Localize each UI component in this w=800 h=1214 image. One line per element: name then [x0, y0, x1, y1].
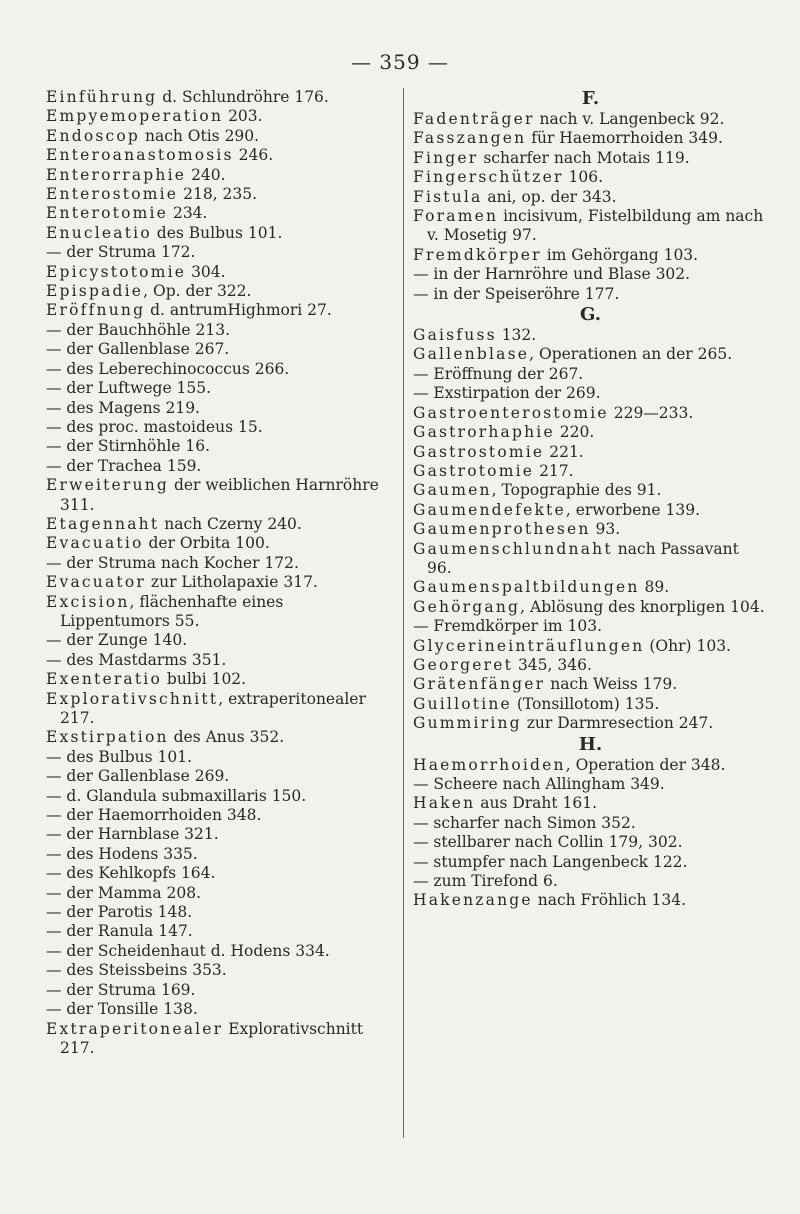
entry-text: , Topographie des 91. [491, 481, 662, 500]
entry-text: — der Ranula 147. [46, 922, 193, 941]
index-entry [46, 127, 396, 146]
entry-keyword: Epicystotomie [46, 262, 187, 281]
entry-text: — Fremdkörper im 103. [413, 617, 603, 636]
entry-keyword: Guillotine [413, 694, 512, 713]
entry-keyword: Gastroenterostomie [413, 403, 609, 422]
entry-text: — stellbarer nach Collin 179, 302. [413, 833, 683, 852]
entry-keyword: Grätenfänger [413, 675, 546, 694]
index-entry [46, 243, 396, 262]
index-entry [46, 515, 396, 534]
entry-text: Explorativschnitt 217. [60, 1019, 364, 1057]
entry-text: — d. Glandula submaxillaris 150. [46, 786, 307, 805]
entry-text: — der Mamma 208. [46, 883, 202, 902]
entry-text: , extraperitonealer 217. [60, 689, 366, 727]
index-entry [413, 129, 768, 148]
entry-text: nach Weiss 179. [545, 675, 678, 694]
entry-text: — Eröffnung der 267. [413, 364, 584, 383]
entry-text: — Exstirpation der 269. [413, 384, 601, 403]
entry-text: — der Gallenblase 269. [46, 767, 230, 786]
entry-text: 217. [534, 461, 574, 480]
entry-text: nach v. Langenbeck 92. [534, 110, 725, 128]
entry-keyword: Evacuatio [46, 534, 144, 553]
index-entry [46, 476, 396, 515]
entry-keyword: Gaumendefekte [413, 500, 566, 519]
entry-text: nach Czerny 240. [159, 514, 302, 533]
entry-text: 220. [554, 423, 595, 442]
entry-text: bulbi 102. [161, 670, 247, 689]
entry-keyword: Gaumenprothesen [413, 520, 591, 539]
entry-text: zur Darmresection 247. [521, 714, 714, 733]
index-entry [46, 670, 396, 689]
entry-text: aus Draht 161. [475, 794, 598, 813]
index-entry [413, 656, 768, 675]
entry-text: der Orbita 100. [143, 534, 270, 553]
entry-keyword: Gaumen [413, 481, 492, 500]
index-entry [46, 379, 396, 398]
index-entry [46, 88, 396, 107]
index-entry [413, 443, 768, 462]
entry-keyword: Exstirpation [46, 728, 169, 747]
entry-text: — der Bauchhöhle 213. [46, 320, 231, 339]
index-entry [46, 1000, 396, 1019]
entry-text: — in der Harnröhre und Blase 302. [413, 265, 691, 284]
entry-text: — der Haemorrhoiden 348. [46, 806, 262, 825]
index-entry [46, 437, 396, 456]
index-entry [413, 481, 768, 500]
index-entry [413, 578, 768, 597]
entry-keyword: Explorativschnitt [46, 689, 219, 708]
entry-text: d. antrumHighmori 27. [145, 301, 332, 320]
index-entry [413, 326, 768, 345]
entry-text: nach Otis 290. [140, 126, 260, 145]
entry-text: 304. [186, 262, 226, 281]
entry-text: — des Leberechinococcus 266. [46, 359, 290, 378]
index-entry [46, 457, 396, 476]
index-entry [413, 520, 768, 539]
index-entry [46, 360, 396, 379]
entry-keyword: Enucleatio [46, 223, 152, 242]
index-entry [46, 166, 396, 185]
entry-text: (Tonsillotom) 135. [511, 694, 660, 713]
index-entry [46, 825, 396, 844]
index-entry [46, 690, 396, 729]
entry-keyword: Enterorraphie [46, 165, 187, 184]
entry-keyword: Fadenträger [413, 110, 535, 128]
entry-text: — der Stirnhöhle 16. [46, 437, 211, 456]
entry-text: — der Luftwege 155. [46, 379, 212, 398]
section-letter: F. [581, 88, 600, 109]
entry-text: — der Struma 169. [46, 980, 196, 999]
index-entry [413, 891, 768, 910]
entry-keyword: Fistula [413, 187, 483, 206]
entry-text: — zum Tirefond 6. [413, 872, 558, 891]
index-entry [413, 794, 768, 813]
entry-keyword: Glycerineinträuflungen [413, 636, 645, 655]
index-entry [46, 981, 396, 1000]
index-entry [413, 110, 768, 129]
index-entry [413, 853, 768, 872]
index-entry [413, 365, 768, 384]
entry-text: — der Harnblase 321. [46, 825, 219, 844]
index-entry [413, 384, 768, 403]
entry-text: — der Trachea 159. [46, 456, 202, 475]
entry-text: — der Parotis 148. [46, 903, 193, 922]
index-entry [46, 884, 396, 903]
index-entry [46, 806, 396, 825]
index-column-left [46, 88, 396, 1058]
index-entry [46, 767, 396, 786]
entry-text: — des Bulbus 101. [46, 747, 193, 766]
index-entry [46, 728, 396, 747]
entry-keyword: Haemorrhoiden [413, 755, 566, 774]
entry-keyword: Enteroanastomosis [46, 146, 234, 165]
entry-text: 89. [639, 578, 670, 597]
index-entry [413, 404, 768, 423]
index-entry [46, 534, 396, 553]
index-entry [46, 107, 396, 126]
index-entry [413, 598, 768, 617]
index-entry [46, 845, 396, 864]
entry-text: d. Schlundröhre 176. [157, 88, 329, 106]
entry-keyword: Enterostomie [46, 185, 179, 204]
index-entry [46, 146, 396, 165]
entry-text: — der Struma 172. [46, 243, 196, 262]
index-entry [46, 282, 396, 301]
index-entry [46, 922, 396, 941]
column-divider [403, 88, 404, 1138]
index-entry [46, 204, 396, 223]
entry-keyword: Epispadie [46, 282, 144, 301]
entry-keyword: Gastrostomie [413, 442, 545, 461]
entry-keyword: Enterotomie [46, 204, 169, 223]
entry-keyword: Foramen [413, 207, 499, 226]
index-entry [413, 246, 768, 265]
entry-keyword: Excision [46, 592, 130, 611]
entry-keyword: Gastrotomie [413, 461, 535, 480]
index-entry [413, 540, 768, 579]
entry-text: , flächenhafte eines Lippentumors 55. [60, 592, 284, 630]
entry-keyword: Gaumenschlundnaht [413, 539, 613, 558]
entry-text: des Bulbus 101. [151, 223, 283, 242]
index-entry [413, 285, 768, 304]
entry-keyword: Gastrorhaphie [413, 423, 555, 442]
entry-keyword: Exenteratio [46, 670, 162, 689]
entry-text: 93. [590, 520, 621, 539]
index-entry [46, 224, 396, 243]
entry-keyword: Gaisfuss [413, 326, 497, 345]
index-entry [46, 1020, 396, 1059]
entry-text: 345, 346. [513, 655, 592, 674]
index-entry [46, 301, 396, 320]
index-entry [413, 675, 768, 694]
entry-keyword: Fingerschützer [413, 168, 564, 187]
entry-text: — scharfer nach Simon 352. [413, 813, 636, 832]
index-entry [413, 637, 768, 656]
entry-text: im Gehörgang 103. [541, 245, 699, 264]
entry-text: 106. [563, 168, 604, 187]
index-entry [413, 168, 768, 187]
index-entry [46, 631, 396, 650]
entry-text: — des Steissbeins 353. [46, 961, 227, 980]
entry-keyword: Erweiterung [46, 476, 170, 495]
entry-text: 221. [544, 442, 584, 461]
index-entry [413, 756, 768, 775]
entry-text: , Op. der 322. [143, 282, 252, 301]
entry-text: 203. [223, 107, 263, 126]
page-number: — 359 — [351, 50, 449, 74]
index-entry [46, 942, 396, 961]
entry-text: , Operation der 348. [565, 755, 726, 774]
index-entry [413, 149, 768, 168]
entry-text: 229—233. [608, 403, 694, 422]
entry-text: — des Mastdarms 351. [46, 650, 227, 669]
entry-text: — des Hodens 335. [46, 844, 198, 863]
entry-text: ani, op. der 343. [482, 187, 617, 206]
entry-text: , erworbene 139. [565, 500, 700, 519]
entry-text: incisivum, Fistelbildung am nach v. Mosetig 97. [427, 207, 764, 245]
entry-text: 132. [496, 326, 537, 345]
index-entry [413, 695, 768, 714]
section-letter: H. [578, 733, 603, 755]
entry-text: — in der Speiseröhre 177. [413, 284, 620, 303]
entry-text: — der Tonsille 138. [46, 1000, 198, 1019]
entry-keyword: Einführung [46, 88, 158, 106]
entry-text: — der Zunge 140. [46, 631, 188, 650]
entry-keyword: Gummiring [413, 714, 522, 733]
entry-keyword: Fasszangen [413, 129, 527, 148]
index-entry [413, 265, 768, 284]
index-entry [413, 462, 768, 481]
entry-text: 240. [186, 165, 226, 184]
entry-text: zur Litholapaxie 317. [146, 573, 318, 592]
index-entry [46, 418, 396, 437]
index-entry [46, 573, 396, 592]
entry-keyword: Empyemoperation [46, 107, 224, 126]
entry-keyword: Finger [413, 148, 479, 167]
index-entry [413, 833, 768, 852]
entry-text: für Haemorrhoiden 349. [526, 129, 723, 148]
entry-text: , Operationen an der 265. [529, 345, 733, 364]
entry-text: — des Kehlkopfs 164. [46, 864, 216, 883]
index-entry [413, 188, 768, 207]
entry-text: des Anus 352. [168, 728, 285, 747]
entry-keyword: Fremdkörper [413, 245, 542, 264]
index-column-right [413, 88, 768, 911]
entry-keyword: Hakenzange [413, 891, 533, 910]
entry-text: — des proc. mastoideus 15. [46, 417, 263, 436]
entry-keyword: Gaumenspaltbildungen [413, 578, 640, 597]
index-entry [46, 340, 396, 359]
entry-keyword: Endoscop [46, 126, 141, 145]
index-entry [46, 185, 396, 204]
index-entry [46, 961, 396, 980]
entry-text: — Scheere nach Allingham 349. [413, 775, 665, 793]
index-entry [46, 787, 396, 806]
index-entry [413, 617, 768, 636]
entry-text: — der Gallenblase 267. [46, 340, 230, 359]
entry-text: , Ablösung des knorpligen 104. [520, 597, 765, 616]
entry-keyword: Gallenblase [413, 345, 530, 364]
index-entry [413, 207, 768, 246]
entry-keyword: Etagennaht [46, 514, 160, 533]
index-entry [413, 345, 768, 364]
index-entry [413, 872, 768, 891]
entry-text: 218, 235. [178, 185, 258, 204]
index-entry [46, 554, 396, 573]
entry-text: (Ohr) 103. [644, 636, 731, 655]
entry-keyword: Evacuator [46, 573, 146, 592]
entry-text: — stumpfer nach Langenbeck 122. [413, 852, 688, 871]
index-entry [413, 501, 768, 520]
index-entry [413, 423, 768, 442]
index-entry [46, 399, 396, 418]
index-entry [413, 775, 768, 794]
index-entry [46, 651, 396, 670]
entry-text: — des Magens 219. [46, 398, 200, 417]
entry-keyword: Extraperitonealer [46, 1019, 224, 1038]
entry-text: 234. [168, 204, 208, 223]
index-entry [46, 263, 396, 282]
entry-text: nach Fröhlich 134. [532, 891, 687, 910]
index-entry [46, 321, 396, 340]
index-entry [46, 593, 396, 632]
entry-text: 246. [233, 146, 274, 165]
entry-text: — der Scheidenhaut d. Hodens 334. [46, 941, 330, 960]
entry-text: scharfer nach Motais 119. [478, 148, 690, 167]
section-letter: G. [580, 304, 601, 326]
entry-text: — der Struma nach Kocher 172. [46, 553, 299, 572]
entry-keyword: Gehörgang [413, 597, 521, 616]
entry-keyword: Haken [413, 794, 476, 813]
index-entry [46, 903, 396, 922]
index-entry [46, 748, 396, 767]
entry-keyword: Georgeret [413, 655, 514, 674]
entry-keyword: Eröffnung [46, 301, 146, 320]
index-entry [413, 714, 768, 733]
entry-text: nach Passavant 96. [427, 539, 739, 577]
index-entry [413, 814, 768, 833]
entry-text: der weiblichen Harnröhre 311. [60, 476, 379, 514]
index-entry [46, 864, 396, 883]
